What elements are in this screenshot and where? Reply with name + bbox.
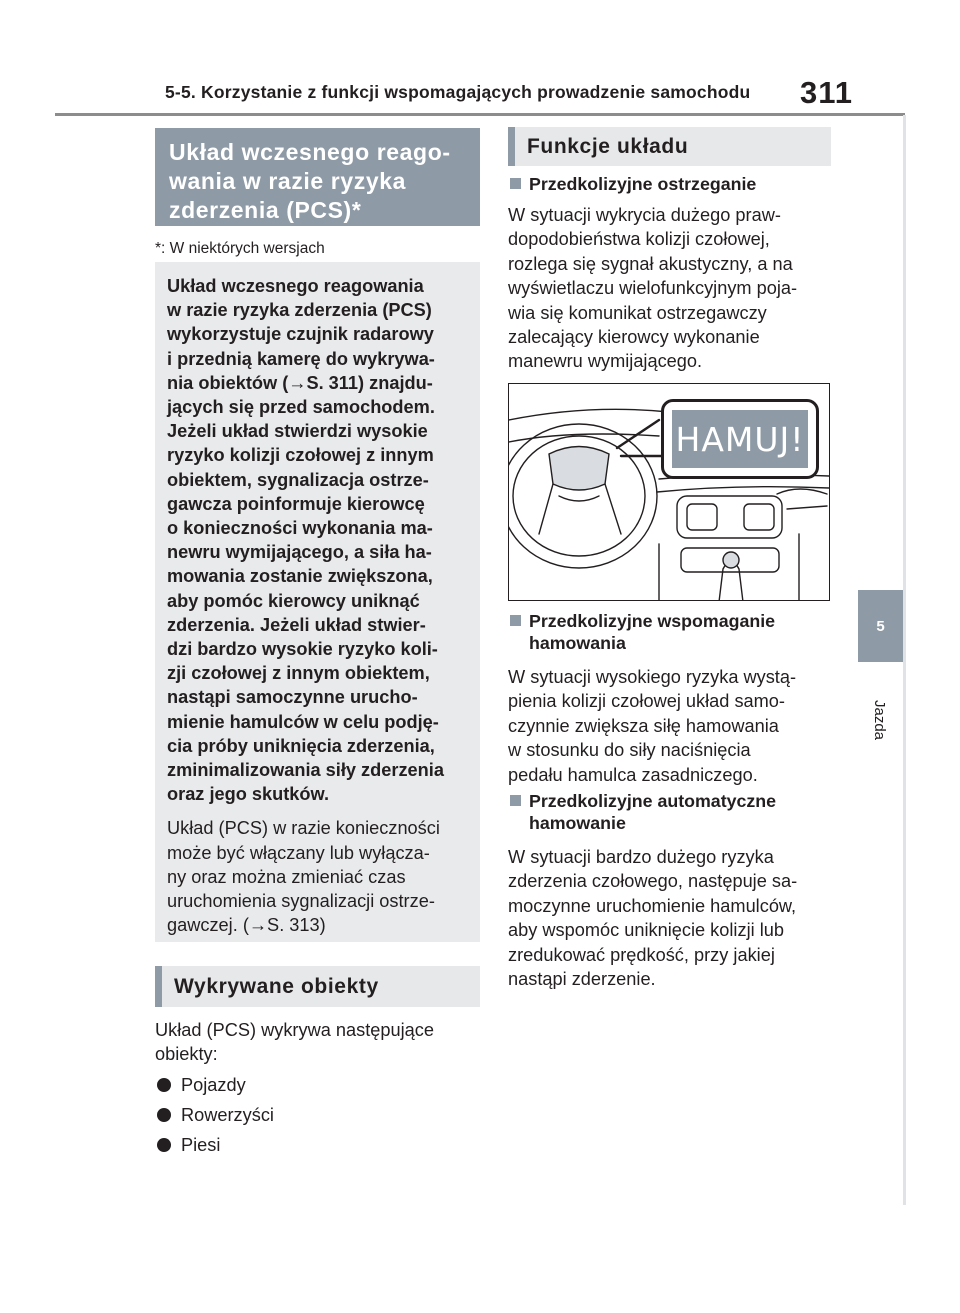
brake-warning-message: HAMUJ! xyxy=(672,410,808,468)
list-item xyxy=(155,1100,274,1130)
list-item xyxy=(155,1070,274,1100)
text-line: Układ (PCS) wykrywa następujące xyxy=(155,1020,434,1040)
text-line: rozlega się sygnał akustyczny, a na xyxy=(508,253,793,274)
function-title-text xyxy=(529,610,775,654)
text-line: Układ (PCS) w razie konieczności xyxy=(167,818,440,839)
text-line: w stosunku do siły naciśnięcia xyxy=(508,740,751,761)
text-line: cia próby uniknięcia zderzenia, xyxy=(167,735,435,756)
text-line: dzi bardzo wysokie ryzyko koli- xyxy=(167,639,438,660)
text-line: aby wspomóc uniknięcie kolizji lub xyxy=(508,920,784,941)
bullet-icon xyxy=(157,1138,171,1152)
text-line: pedału hamulca zasadniczego. xyxy=(508,764,758,785)
chapter-label-text: Jazda xyxy=(871,700,888,741)
text-line: zredukować prędkość, przy jakiej xyxy=(508,944,775,965)
text-line: manewru wymijającego. xyxy=(508,351,703,372)
text-line: nastąpi samoczynne urucho- xyxy=(167,687,418,708)
function-title-text xyxy=(529,790,776,834)
text-line: zminimalizowania siły zderzenia xyxy=(167,760,444,781)
text-line: i przednią kamerę do wykrywa- xyxy=(167,348,435,369)
text-line: jących się przed samochodem. xyxy=(167,397,435,418)
side-edge-rule xyxy=(903,115,906,1205)
text-line: Układ wczesnego reagowania xyxy=(167,276,424,296)
dashboard-warning-illustration xyxy=(508,383,830,601)
text-line: gawczej. (→S. 313) xyxy=(167,915,326,936)
bullet-icon xyxy=(157,1078,171,1092)
pcs-bold-description xyxy=(167,274,470,806)
text-line: gawcza poinformuje kierowcę xyxy=(167,493,425,514)
text-line: moczynne uruchomienie hamulców, xyxy=(508,895,797,916)
text-line: zalecający kierowcy wykonanie xyxy=(508,327,760,348)
pcs-section-heading xyxy=(155,128,480,226)
function-title-text: Przedkolizyjne ostrzeganie xyxy=(529,174,757,194)
chapter-number: 5 xyxy=(876,617,885,635)
text-line: obiekty: xyxy=(155,1044,218,1065)
function-warning xyxy=(508,173,838,374)
square-bullet-icon xyxy=(510,795,521,806)
text-line: uruchomienia sygnalizacji ostrze- xyxy=(167,891,435,912)
display-callout xyxy=(661,399,819,479)
text-line: ryzyko kolizji czołowej z innym xyxy=(167,445,434,466)
list-item-label: Pojazdy xyxy=(181,1074,246,1095)
functions-heading xyxy=(508,127,831,166)
text-line: w razie ryzyka zderzenia (PCS) xyxy=(167,300,432,321)
text-line: zderzenia czołowego, następuje sa- xyxy=(508,871,798,892)
function-brake-assist xyxy=(508,610,838,787)
version-footnote: *: W niektórych wersjach xyxy=(155,240,325,257)
text-line: wykorzystuje czujnik radarowy xyxy=(167,324,434,345)
text-line: newru wymijającego, a siła ha- xyxy=(167,542,432,563)
detected-objects-heading xyxy=(155,966,480,1007)
list-item xyxy=(155,1130,274,1160)
text-line: Przedkolizyjne automatyczne xyxy=(529,791,777,811)
function-description xyxy=(508,845,838,991)
function-title xyxy=(508,790,838,834)
text-line: hamowania xyxy=(529,633,626,653)
text-line: mowania zostanie zwiększona, xyxy=(167,566,433,587)
running-header: 5-5. Korzystanie z funkcji wspomagających prowadzenie samochodu xyxy=(165,82,751,102)
text-line: może być włączany lub wyłącza- xyxy=(167,842,430,863)
text-line: obiektem, sygnalizacja ostrze- xyxy=(167,469,429,490)
function-title xyxy=(508,610,838,654)
text-line: o konieczności wykonania ma- xyxy=(167,518,433,539)
heading-line: zderzenia (PCS)* xyxy=(169,197,362,223)
chapter-tab xyxy=(858,590,903,662)
heading-text: Funkcje układu xyxy=(527,134,689,158)
text-line: zderzenia. Jeżeli układ stwier- xyxy=(167,614,426,635)
detected-objects-list xyxy=(155,1070,274,1160)
text-line: nastąpi zderzenie. xyxy=(508,969,656,990)
text-line: czynnie zwiększa siłę hamowania xyxy=(508,715,779,736)
text-line: Jeżeli układ stwierdzi wysokie xyxy=(167,421,428,442)
function-description xyxy=(508,203,838,374)
text-line: W sytuacji wykrycia dużego praw- xyxy=(508,205,781,225)
text-line: mienie hamulców w celu podję- xyxy=(167,711,439,732)
page-number: 311 xyxy=(800,75,854,110)
heading-line: Układ wczesnego reago- xyxy=(169,139,451,165)
text-line: wyświetlaczu wielofunkcyjnym poja- xyxy=(508,278,798,299)
text-line: wia się komunikat ostrzegawczy xyxy=(508,302,767,323)
pcs-description-box xyxy=(155,262,480,942)
function-title xyxy=(508,173,838,195)
text-line: hamowanie xyxy=(529,813,626,833)
text-line: Przedkolizyjne wspomaganie xyxy=(529,611,776,631)
text-line: ny oraz można zmieniać czas xyxy=(167,866,406,887)
heading-line: wania w razie ryzyka xyxy=(169,168,407,194)
function-auto-brake xyxy=(508,790,838,991)
function-description xyxy=(508,665,838,787)
text-line: pienia kolizji czołowej układ samo- xyxy=(508,691,785,712)
header-divider xyxy=(55,113,905,116)
text-line: aby pomóc kierowcy uniknąć xyxy=(167,590,420,611)
list-item-label: Rowerzyści xyxy=(181,1104,274,1125)
text-line: zji czołowej z innym obiektem, xyxy=(167,663,430,684)
detected-objects-intro xyxy=(155,1018,434,1066)
bullet-icon xyxy=(157,1108,171,1122)
text-line: W sytuacji wysokiego ryzyka wystą- xyxy=(508,667,797,687)
square-bullet-icon xyxy=(510,178,521,189)
text-line: W sytuacji bardzo dużego ryzyka xyxy=(508,847,774,867)
square-bullet-icon xyxy=(510,615,521,626)
pcs-settings-note xyxy=(167,816,470,937)
text-line: nia obiektów (→S. 311) znajdu- xyxy=(167,372,433,393)
list-item-label: Piesi xyxy=(181,1134,221,1155)
heading-text: Wykrywane obiekty xyxy=(174,974,379,998)
text-line: dopodobieństwa kolizji czołowej, xyxy=(508,229,770,250)
text-line: oraz jego skutków. xyxy=(167,784,330,805)
